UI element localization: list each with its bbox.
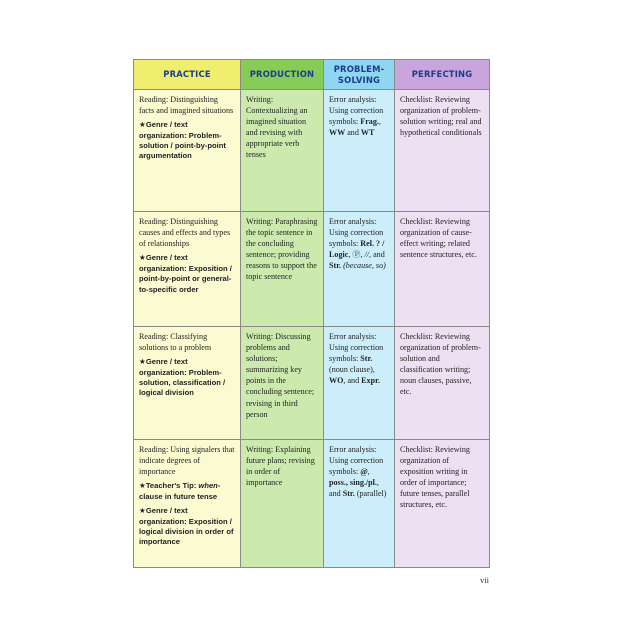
teachers-tip-note: ★Teacher's Tip: when-clause in future tense <box>139 481 221 501</box>
p-circle-symbol: Ⓟ <box>352 250 361 260</box>
problem-solving-cell: Error analysis: Using correction symbols: Rel. ? / Logic, Ⓟ, //, and Str. (because, so) <box>324 212 395 327</box>
genre-note: ★Genre / text organization: Problem-solution, classification / logical division <box>139 357 226 398</box>
table-row <box>134 440 490 568</box>
genre-note: ★Genre / text organization: Exposition / point-by-point or general-to-specific order <box>139 253 232 294</box>
perfecting-cell: Checklist: Reviewing organization of cause-effect writing; related sentence structures, etc. <box>395 212 490 327</box>
star-icon: ★ <box>139 253 146 263</box>
syllabus-table <box>133 59 490 568</box>
star-icon: ★ <box>139 481 146 491</box>
genre-note: ★Genre / text organization: Exposition / logical division in order of importance <box>139 506 234 547</box>
problem-solving-cell: Error analysis: Using correction symbols: @, poss., sing./pl., and Str. (parallel) <box>324 440 395 568</box>
practice-text: Reading: Classifying solutions to a problem <box>139 332 212 353</box>
genre-note: ★Genre / text organization: Problem-solution / point-by-point argumentation <box>139 120 226 161</box>
practice-cell <box>134 327 241 440</box>
production-cell: Writing: Paraphrasing the topic sentence in the concluding sentence; providing reasons to support the topic sentence <box>241 212 324 327</box>
production-cell: Writing: Explaining future plans; revising in order of importance <box>241 440 324 568</box>
perfecting-cell: Checklist: Reviewing organization of problem-solution and classification writing; noun clauses, passive, etc. <box>395 327 490 440</box>
practice-text: Reading: Distinguishing causes and effects and types of relationships <box>139 217 231 249</box>
header-perfecting: PERFECTING <box>395 60 490 90</box>
perfecting-cell: Checklist: Reviewing organization of exposition writing in order of importance; future tenses, parallel structures, etc. <box>395 440 490 568</box>
table-row <box>134 327 490 440</box>
practice-cell <box>134 212 241 327</box>
star-icon: ★ <box>139 506 146 516</box>
table-row <box>134 212 490 327</box>
header-problem-solving <box>324 60 395 90</box>
perfecting-cell: Checklist: Reviewing organization of problem-solution writing; real and hypothetical conditionals <box>395 90 490 212</box>
problem-solving-cell: Error analysis: Using correction symbols: Frag., WW and WT <box>324 90 395 212</box>
header-problem-solving-line2: SOLVING <box>337 74 381 85</box>
practice-text: Reading: Using signalers that indicate degrees of importance <box>139 445 235 477</box>
practice-cell <box>134 440 241 568</box>
header-practice: PRACTICE <box>134 60 241 90</box>
practice-text: Reading: Distinguishing facts and imagined situations <box>139 95 234 116</box>
table-row <box>134 90 490 212</box>
header-row <box>134 60 490 90</box>
problem-solving-cell: Error analysis: Using correction symbols: Str. (noun clause), WO, and Expr. <box>324 327 395 440</box>
production-cell: Writing: Contextualizing an imagined situation and revising with appropriate verb tenses <box>241 90 324 212</box>
star-icon: ★ <box>139 120 146 130</box>
page-number: vii <box>480 575 489 585</box>
production-cell: Writing: Discussing problems and solutions; summarizing key points in the concluding sentence; revising in third person <box>241 327 324 440</box>
star-icon: ★ <box>139 357 146 367</box>
header-problem-solving-line1: PROBLEM- <box>333 63 385 74</box>
header-production: PRODUCTION <box>241 60 324 90</box>
practice-cell <box>134 90 241 212</box>
